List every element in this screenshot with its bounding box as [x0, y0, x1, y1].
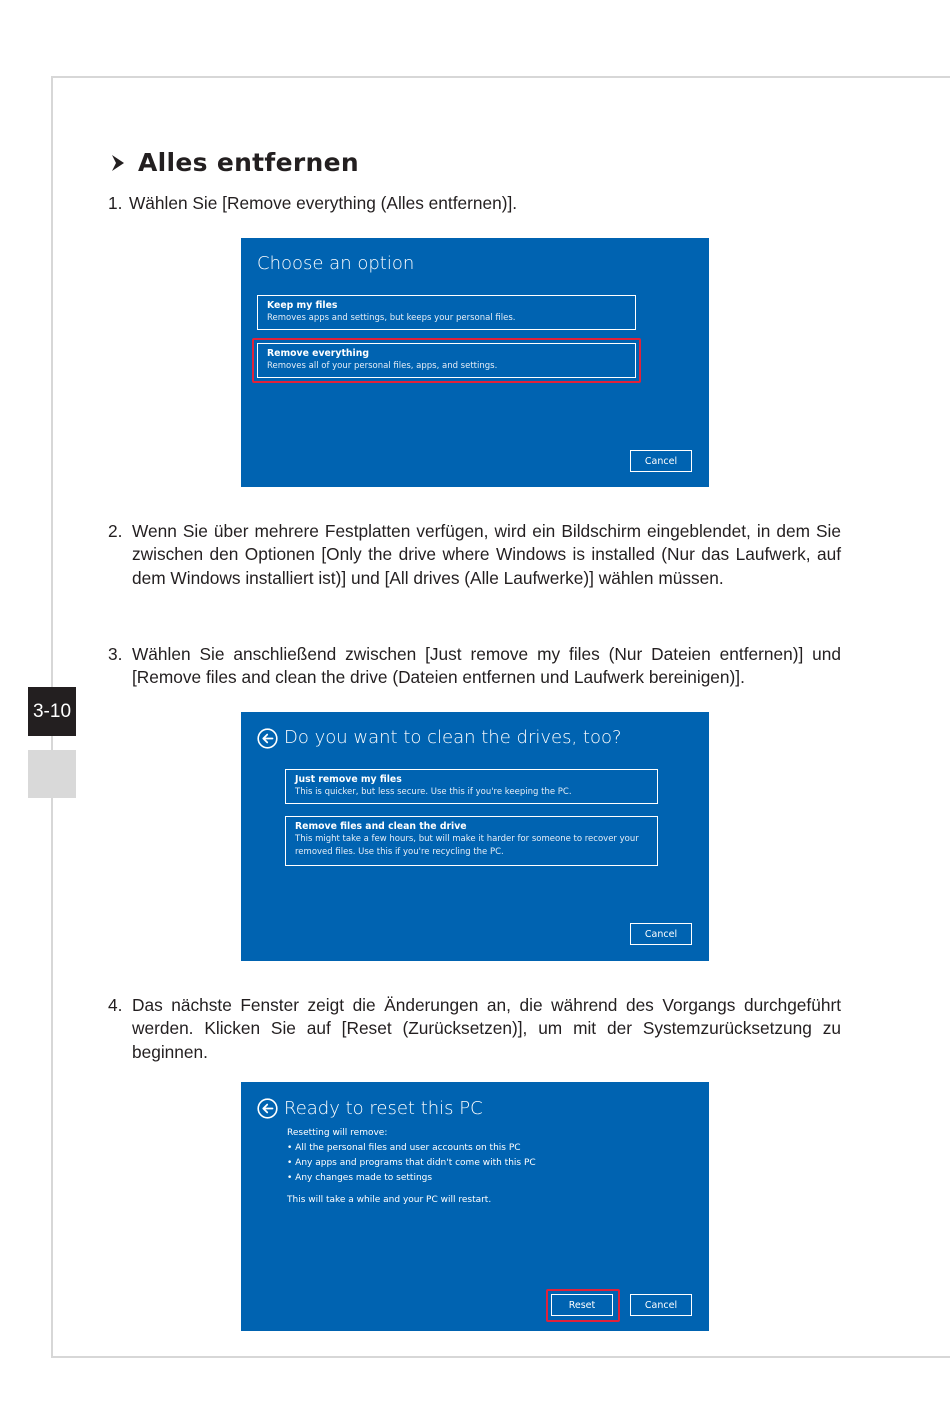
choose-option-screen: [241, 238, 709, 487]
option-desc: Removes all of your personal files, apps, and settings.: [267, 361, 498, 371]
clean-drives-screen: [241, 712, 709, 961]
section-title: Alles entfernen: [138, 148, 359, 177]
option-desc: This is quicker, but less secure. Use this if you're keeping the PC.: [295, 787, 572, 797]
option-just-remove-my-files[interactable]: [285, 769, 658, 804]
step-4: [108, 994, 841, 1064]
step-number: 3.: [108, 644, 123, 664]
step-1: [108, 192, 841, 215]
reset-bullet: • Any changes made to settings: [287, 1173, 433, 1183]
step-text: Wählen Sie [Remove everything (Alles entfernen)].: [129, 193, 518, 213]
option-keep-my-files[interactable]: [257, 295, 636, 330]
reset-button[interactable]: Reset: [551, 1294, 613, 1316]
page-number-tab: 3-10: [28, 687, 76, 736]
step-2: [108, 520, 841, 590]
page-tab-spacer: [28, 750, 76, 798]
back-arrow-icon[interactable]: [257, 728, 278, 749]
option-title: Just remove my files: [295, 774, 402, 785]
reset-note: This will take a while and your PC will restart.: [287, 1195, 492, 1205]
step-text: Wenn Sie über mehrere Festplatten verfügen, wird ein Bildschirm eingeblendet, in dem Sie zwischen den Optionen [Only the drive where Windows is installed (Nur das Laufwerk, auf dem Windows installiert ist)] und [All drives (Alle Laufwerke)] wählen müssen.: [132, 521, 841, 588]
step-number: 4.: [108, 995, 123, 1015]
option-remove-files-and-clean[interactable]: [285, 816, 658, 866]
reset-intro: Resetting will remove:: [287, 1128, 388, 1138]
cancel-button[interactable]: Cancel: [630, 450, 692, 472]
ready-to-reset-screen: [241, 1082, 709, 1331]
step-number: 1.: [108, 193, 123, 213]
option-title: Keep my files: [267, 300, 338, 311]
option-desc: This might take a few hours, but will make it harder for someone to recover your removed files. Use this if you're recycling the PC.: [295, 834, 639, 857]
chevron-right-icon: [110, 154, 126, 172]
screen-title: Choose an option: [257, 253, 415, 274]
option-remove-everything[interactable]: [257, 343, 636, 378]
screen-title: Ready to reset this PC: [284, 1098, 483, 1119]
step-text: Das nächste Fenster zeigt die Änderungen an, die während des Vorgangs durchgeführt werden. Klicken Sie auf [Reset (Zurücksetzen)], um mit der Systemzurücksetzung zu beginnen.: [132, 995, 841, 1062]
screen-title: Do you want to clean the drives, too?: [284, 727, 622, 748]
cancel-button[interactable]: Cancel: [630, 923, 692, 945]
step-text: Wählen Sie anschließend zwischen [Just remove my files (Nur Dateien entfernen)] und [Remove files and clean the drive (Dateien entfernen und Laufwerk bereinigen)].: [132, 644, 841, 688]
page-border-bottom: [51, 1356, 950, 1358]
cancel-button[interactable]: Cancel: [630, 1294, 692, 1316]
step-number: 2.: [108, 521, 123, 541]
page-border-top: [51, 76, 950, 78]
option-title: Remove everything: [267, 348, 369, 359]
option-title: Remove files and clean the drive: [295, 821, 467, 832]
step-3: [108, 643, 841, 690]
back-arrow-icon[interactable]: [257, 1098, 278, 1119]
section-heading: [110, 148, 359, 177]
option-desc: Removes apps and settings, but keeps your personal files.: [267, 313, 516, 323]
reset-bullet: • Any apps and programs that didn't come with this PC: [287, 1158, 536, 1168]
reset-bullet: • All the personal files and user accounts on this PC: [287, 1143, 521, 1153]
